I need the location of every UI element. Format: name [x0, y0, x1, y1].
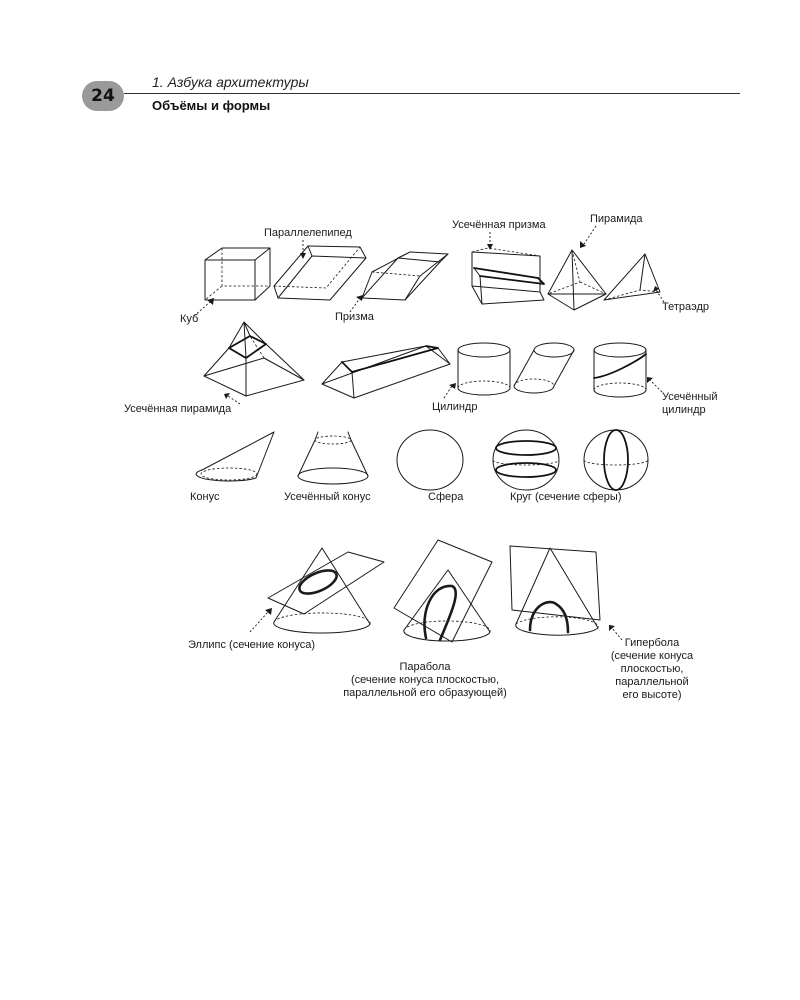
- cube-drawing: [205, 248, 270, 300]
- label-prism: Призма: [335, 311, 374, 323]
- chapter-title: 1. Азбука архитектуры: [152, 74, 309, 90]
- label-parabola-line2: (сечение конуса плоскостью,: [350, 674, 500, 686]
- truncated-cylinder-drawing: [594, 343, 646, 397]
- section-title: Объёмы и формы: [152, 98, 271, 113]
- label-hyperbola: [611, 637, 694, 701]
- oblique-cylinder-drawing: [514, 343, 574, 393]
- truncated-prism-long-drawing: [322, 346, 450, 398]
- label-pyramid: Пирамида: [590, 213, 643, 225]
- parallelepiped-drawing: [274, 246, 366, 300]
- truncated-pyramid-drawing: [204, 322, 304, 396]
- label-truncated-cylinder-line2: цилиндр: [662, 404, 706, 416]
- page-number: 24: [91, 86, 115, 106]
- label-cone: Конус: [190, 491, 220, 503]
- label-cube: Куб: [180, 313, 199, 325]
- cone-drawing: [196, 432, 274, 481]
- sphere-meridians-drawing: [584, 430, 648, 490]
- label-parabola-line3: параллельной его образующей): [343, 687, 507, 699]
- label-truncated-prism: Усечённая призма: [452, 219, 546, 231]
- label-truncated-cone: Усечённый конус: [284, 491, 371, 503]
- tetrahedron-drawing: [604, 254, 660, 300]
- cylinder-drawing: [458, 343, 510, 395]
- label-sphere: Сфера: [428, 491, 464, 503]
- label-ellipse-cone-section: Эллипс (сечение конуса): [188, 639, 315, 651]
- ellipse-section-drawing: [268, 548, 384, 633]
- label-hyperbola-line2: (сечение конуса: [610, 650, 694, 662]
- label-parabola: [343, 661, 507, 699]
- hyperbola-section-drawing: [510, 546, 600, 635]
- label-circle-sphere-section: Круг (сечение сферы): [510, 491, 622, 503]
- truncated-cone-drawing: [298, 432, 368, 484]
- prism-drawing: [362, 252, 448, 300]
- label-tetrahedron: Тетраэдр: [662, 301, 710, 313]
- label-truncated-pyramid: Усечённая пирамида: [124, 403, 232, 415]
- label-truncated-cylinder-line1: Усечённый: [662, 391, 718, 403]
- truncated-prism-drawing: [472, 248, 544, 304]
- parabola-section-drawing: [394, 540, 492, 642]
- label-cylinder: Цилиндр: [432, 401, 478, 413]
- label-parallelepiped: Параллелепипед: [264, 227, 352, 239]
- label-hyperbola-line5: его высоте): [622, 689, 682, 701]
- label-hyperbola-line1: Гипербола: [624, 637, 680, 649]
- label-hyperbola-line3: плоскостью,: [620, 663, 684, 675]
- pyramid-drawing: [548, 250, 606, 310]
- sphere-drawing: [397, 430, 463, 490]
- label-parabola-line1: Парабола: [399, 661, 451, 673]
- label-hyperbola-line4: параллельной: [615, 676, 689, 688]
- sphere-sections-drawing: [493, 430, 559, 490]
